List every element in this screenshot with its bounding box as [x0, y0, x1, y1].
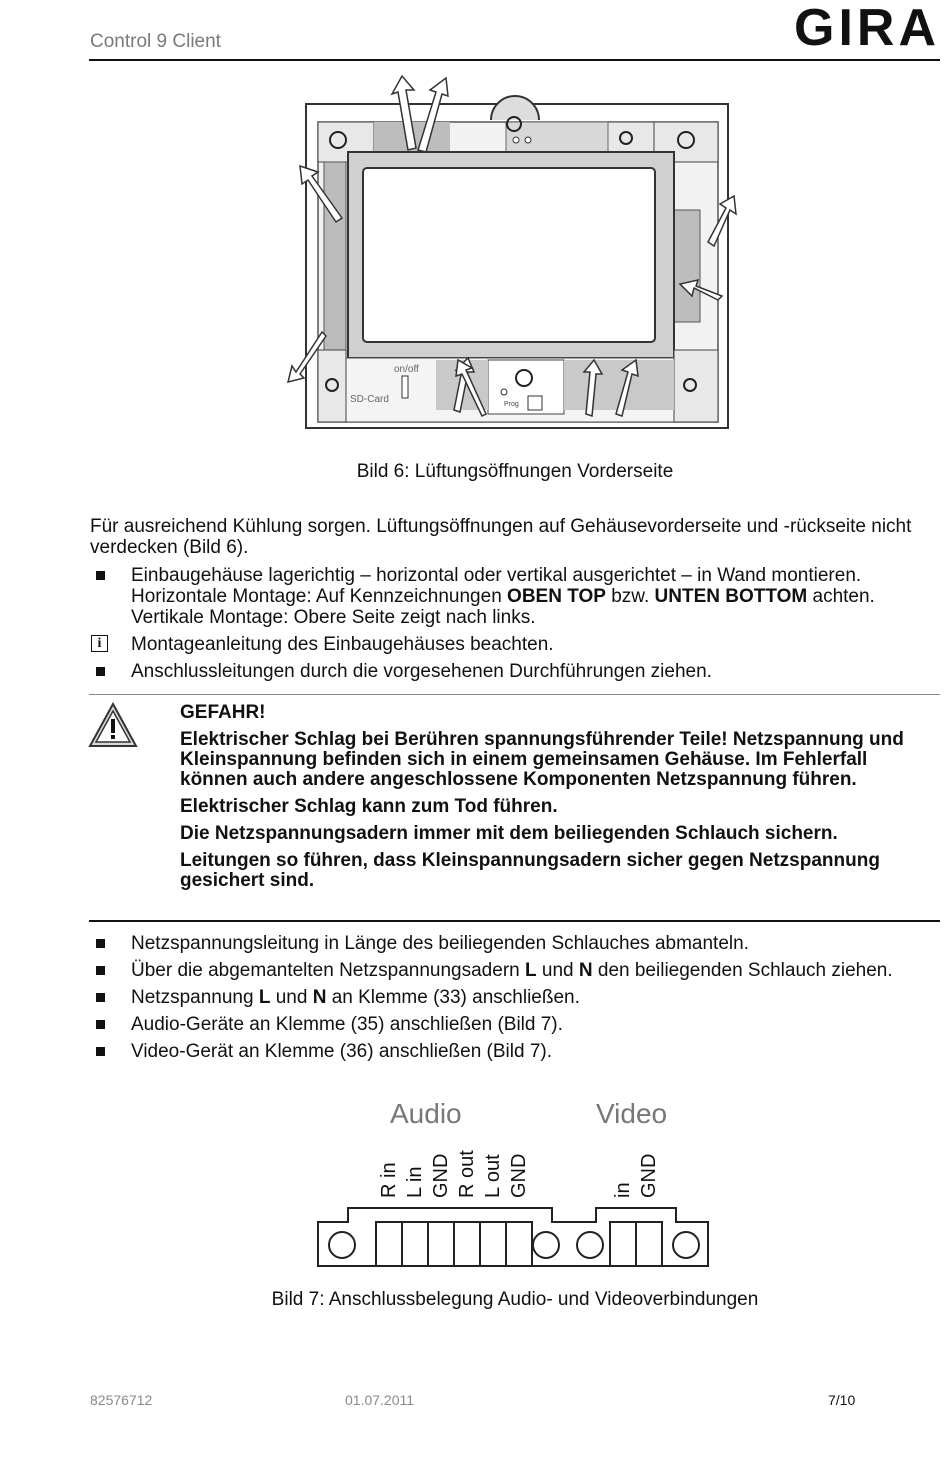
- warning-paragraph: Leitungen so führen, dass Kleinspannungsadern sicher gegen Netzspannung gesichert sind.: [180, 850, 880, 891]
- terminal-slot: [428, 1222, 454, 1266]
- warning-triangle-icon: [88, 702, 138, 748]
- terminal-slot: [636, 1222, 662, 1266]
- footer-date: 01.07.2011: [345, 1392, 415, 1408]
- svg-text:SD-Card: SD-Card: [350, 394, 389, 405]
- list-item-text: Netzspannungsleitung in Länge des beiliegenden Schlauches abmanteln.: [131, 933, 749, 954]
- list-item-text: Über die abgemantelten Netzspannungsadern L und N den beiliegenden Schlauch ziehen.: [131, 960, 893, 981]
- warning-bottom-divider: [89, 920, 940, 922]
- audio-label: Audio: [390, 1098, 462, 1129]
- screw-terminal-icon: [673, 1232, 699, 1258]
- header-divider: [89, 59, 940, 61]
- pin-label: GND: [430, 1153, 452, 1198]
- info-icon: i: [91, 635, 108, 652]
- pin-label: L out: [482, 1154, 504, 1198]
- list-item-text: Anschlussleitungen durch die vorgesehenen Durchführungen ziehen.: [131, 661, 712, 682]
- screw-terminal-icon: [533, 1232, 559, 1258]
- bullet-square-icon: [96, 993, 105, 1002]
- screw-terminal-icon: [577, 1232, 603, 1258]
- pin-label: GND: [638, 1153, 660, 1198]
- list-item-text: Netzspannung L und N an Klemme (33) anschließen.: [131, 987, 580, 1008]
- list-item: [90, 565, 940, 628]
- footer-document-number: 82576712: [90, 1392, 153, 1408]
- pin-label: L in: [404, 1166, 426, 1198]
- warning-title: GEFAHR!: [180, 702, 266, 723]
- terminal-slot: [454, 1222, 480, 1266]
- figure-6-caption: Bild 6: Lüftungsöffnungen Vorderseite: [356, 461, 674, 482]
- terminal-slot: [480, 1222, 506, 1266]
- figure-6-ventilation-diagram: [286, 70, 746, 450]
- terminal-slot: [376, 1222, 402, 1266]
- list-item-text: Einbaugehäuse lagerichtig – horizontal oder vertikal ausgerichtet – in Wand montieren. Horizontale Montage: Auf Kennzeichnungen OBEN TOP bzw. UNTEN BOTTOM achten. Vertikale Montage: Obere Seite zeigt nach links.: [131, 565, 875, 628]
- bullet-square-icon: [96, 571, 105, 580]
- list-item: [90, 661, 940, 682]
- pin-label: R out: [456, 1150, 478, 1198]
- warning-paragraph: Die Netzspannungsadern immer mit dem beiliegenden Schlauch sichern.: [180, 823, 838, 844]
- figure-7-connector-diagram: [310, 1090, 720, 1280]
- pin-label: R in: [378, 1162, 400, 1198]
- bullet-square-icon: [96, 939, 105, 948]
- instruction-list-2: [90, 933, 940, 1068]
- document-title: Control 9 Client: [90, 31, 221, 52]
- bullet-square-icon: [96, 966, 105, 975]
- bullet-square-icon: [96, 1020, 105, 1029]
- pin-label: in: [612, 1182, 634, 1198]
- list-item-text: Audio-Geräte an Klemme (35) anschließen (Bild 7).: [131, 1014, 563, 1035]
- warning-top-divider: [89, 694, 940, 695]
- screw-terminal-icon: [329, 1232, 355, 1258]
- list-item: [90, 1041, 940, 1062]
- list-item: [90, 1014, 940, 1035]
- intro-paragraph: Für ausreichend Kühlung sorgen. Lüftungsöffnungen auf Gehäusevorderseite und -rückseite nicht verdecken (Bild 6).: [90, 516, 912, 558]
- list-item: [90, 960, 940, 981]
- list-item: [90, 933, 940, 954]
- footer-page-number: 7/10: [828, 1392, 856, 1408]
- terminal-slot: [610, 1222, 636, 1266]
- svg-text:on/off: on/off: [394, 364, 419, 375]
- instruction-list-1: [90, 565, 940, 688]
- svg-text:Prog: Prog: [504, 401, 519, 408]
- terminal-slot: [506, 1222, 532, 1266]
- pin-label: GND: [508, 1153, 530, 1198]
- warning-block: [180, 703, 930, 898]
- info-note-text: Montageanleitung des Einbaugehäuses beachten.: [131, 634, 554, 655]
- list-item-info: [90, 634, 940, 655]
- bullet-square-icon: [96, 1047, 105, 1056]
- terminal-slot: [402, 1222, 428, 1266]
- list-item: [90, 987, 940, 1008]
- video-label: Video: [596, 1098, 668, 1129]
- warning-paragraph: Elektrischer Schlag kann zum Tod führen.: [180, 796, 558, 817]
- figure-7-caption: Bild 7: Anschlussbelegung Audio- und Videoverbindungen: [271, 1289, 759, 1310]
- bullet-square-icon: [96, 667, 105, 676]
- brand-logo: GIRA: [794, 0, 940, 57]
- warning-paragraph: Elektrischer Schlag bei Berühren spannungsführender Teile! Netzspannung und Kleinspannung befinden sich in einem gemeinsamen Gehäuse. Im Fehlerfall können auch andere angeschlossene Komponenten Netzspannung führen.: [180, 729, 904, 790]
- list-item-text: Video-Gerät an Klemme (36) anschließen (Bild 7).: [131, 1041, 553, 1062]
